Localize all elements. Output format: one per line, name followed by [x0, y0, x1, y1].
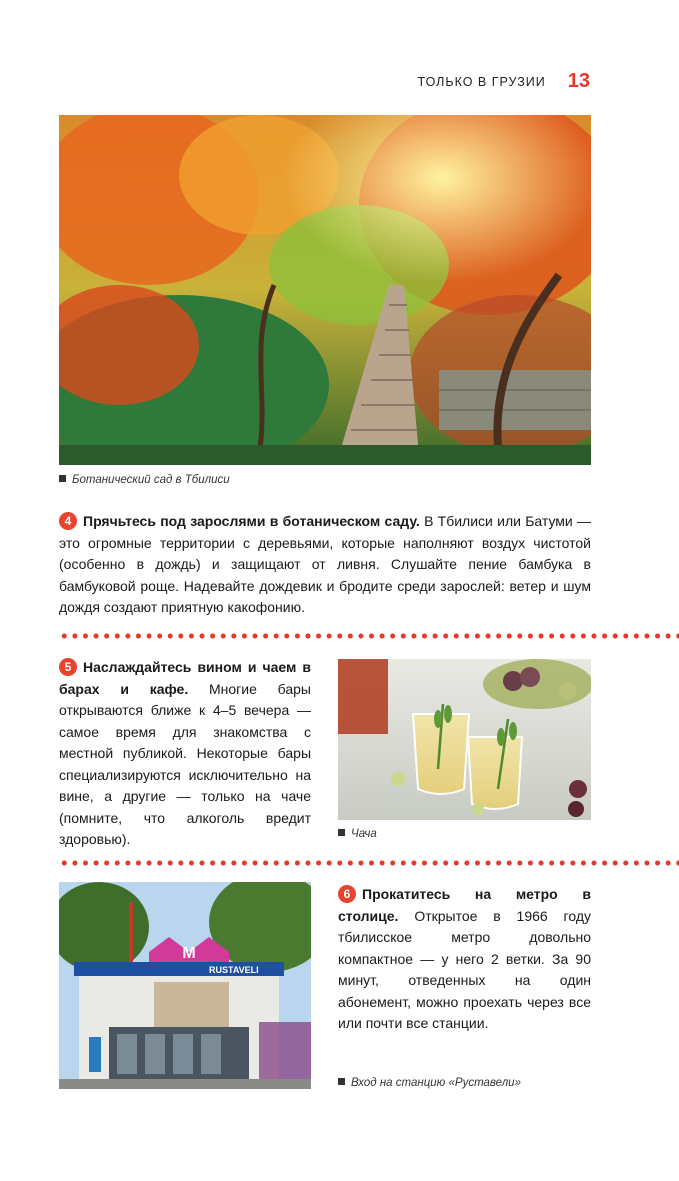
- station-sign: RUSTAVELI: [209, 965, 259, 975]
- caption-text: Чача: [351, 828, 377, 840]
- caption-bullet-icon: [59, 475, 66, 482]
- rustaveli-caption: [338, 1077, 521, 1089]
- item-4-body: В Тбилиси или Батуми — это огромные территории с деревьями, которые наполняют воздух чистотой (особенно в дождь) и защищают от ливня. Слушайте пение бамбука в бамбуковой роще. Надевайте дождевик и бродите среди зарослей: ветер и шум дождя создают приятную какофонию.: [59, 513, 592, 615]
- caption-bullet-icon: [338, 1078, 345, 1085]
- item-4-title: Прячьтесь под зарослями в ботаническом саду.: [83, 513, 420, 529]
- metro-logo: M: [182, 945, 196, 962]
- chacha-caption: [338, 828, 377, 840]
- chacha-photo: [338, 659, 591, 820]
- item-number-badge: 6: [338, 885, 356, 903]
- botanical-garden-photo: [59, 115, 591, 465]
- page-header: [418, 70, 590, 93]
- item-5-title: Наслаждайтесь вином и чаем в барах и кафе.: [59, 659, 311, 697]
- botanical-garden-caption: [59, 474, 230, 486]
- rustaveli-metro-photo: [59, 882, 311, 1089]
- item-5-paragraph: [59, 657, 311, 851]
- item-number-badge: 5: [59, 658, 77, 676]
- page-number: 13: [567, 70, 590, 92]
- section-title: ТОЛЬКО В ГРУЗИИ: [417, 74, 546, 89]
- item-number-badge: 4: [59, 512, 77, 530]
- item-6-paragraph: [338, 884, 591, 1035]
- caption-bullet-icon: [338, 829, 345, 836]
- item-5-body: Многие бары открываются ближе к 4–5 вечера — самое время для знакомства с местной публикой. Некоторые бары специализируются исключительно на вине, а другие — только на чаче (помните, что алкоголь вредит здоровью).: [59, 680, 311, 847]
- item-6-body: Открытое в 1966 году тбилисское метро довольно компактное — у него 2 ветки. За 90 минут, отведенных на один абонемент, можно проехать через все или почти все станции.: [338, 907, 591, 1031]
- dotted-divider: [59, 860, 679, 866]
- item-4-paragraph: [59, 511, 591, 619]
- item-6-title: Прокатитесь на метро в столице.: [338, 886, 591, 924]
- caption-text: Вход на станцию «Руставели»: [351, 1077, 521, 1089]
- caption-text: Ботанический сад в Тбилиси: [72, 474, 230, 486]
- dotted-divider: [59, 633, 679, 639]
